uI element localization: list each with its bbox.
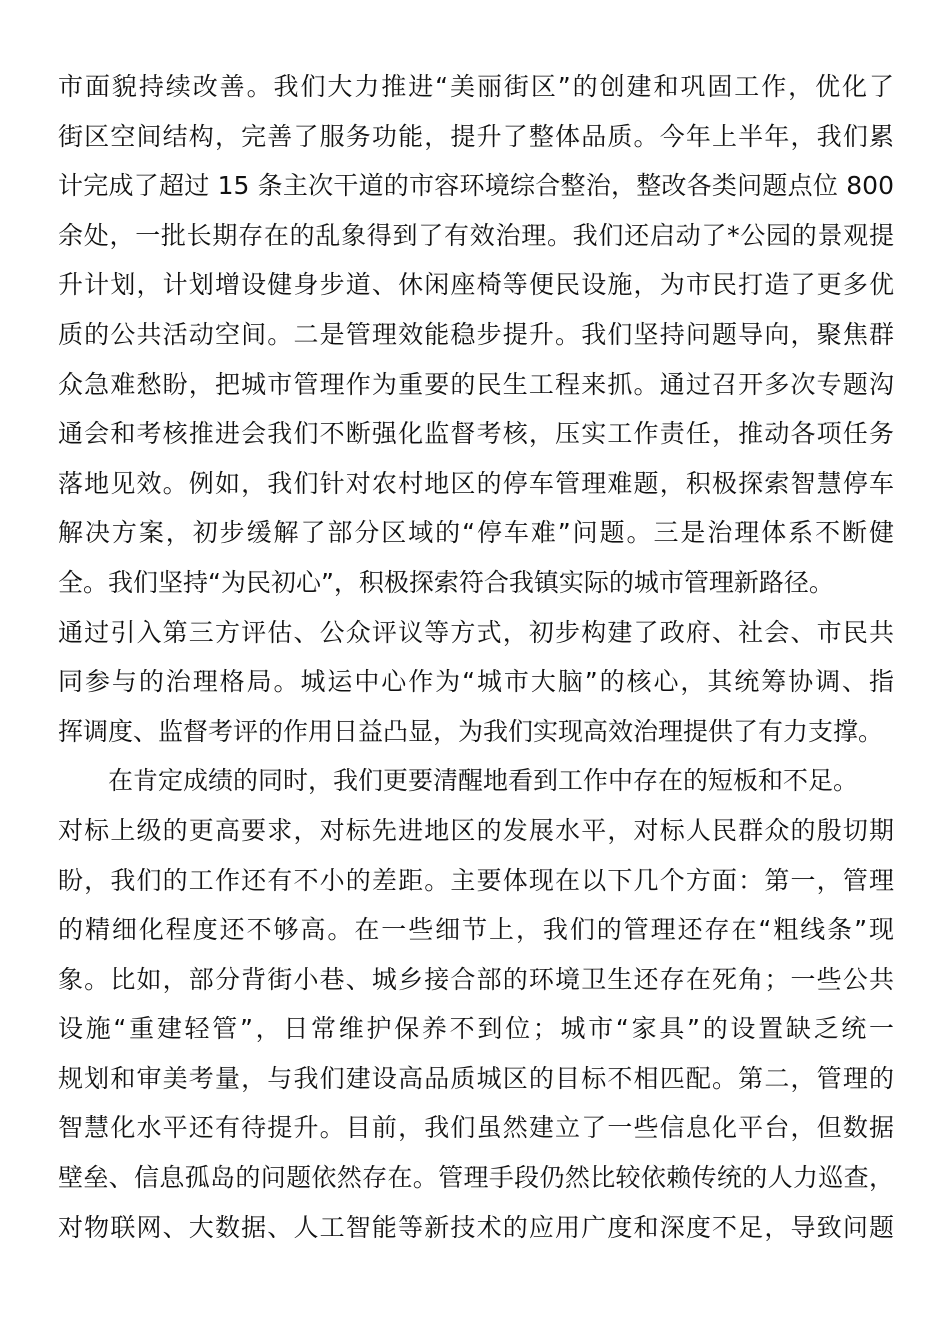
text-line: 对标上级的更高要求，对标先进地区的发展水平，对标人民群众的殷切期	[58, 815, 894, 845]
text-line: 智慧化水平还有待提升。目前，我们虽然建立了一些信息化平台，但数据	[58, 1113, 894, 1143]
paragraph-first-line: 在肯定成绩的同时，我们更要清醒地看到工作中存在的短板和不足。	[108, 766, 859, 796]
text-line: 计完成了超过 15 条主次干道的市容环境综合整治，整改各类问题点位 800	[58, 171, 894, 201]
text-line: 余处，一批长期存在的乱象得到了有效治理。我们还启动了*公园的景观提	[58, 220, 894, 250]
text-line: 街区空间结构，完善了服务功能，提升了整体品质。今年上半年，我们累	[58, 121, 894, 151]
text-line: 通会和考核推进会我们不断强化监督考核，压实工作责任，推动各项任务	[58, 419, 894, 449]
text-line: 升计划，计划增设健身步道、休闲座椅等便民设施，为市民打造了更多优	[58, 270, 894, 300]
text-line: 质的公共活动空间。二是管理效能稳步提升。我们坚持问题导向，聚焦群	[58, 319, 894, 349]
text-line: 全。我们坚持“为民初心”，积极探索符合我镇实际的城市管理新路径。	[58, 567, 834, 597]
text-line: 市面貌持续改善。我们大力推进“美丽街区”的创建和巩固工作，优化了	[58, 72, 894, 101]
text-line: 落地见效。例如，我们针对农村地区的停车管理难题，积极探索智慧停车	[58, 468, 894, 498]
body-text	[58, 62, 894, 1252]
text-line: 盼，我们的工作还有不小的差距。主要体现在以下几个方面：第一，管理	[58, 865, 894, 895]
text-line: 挥调度、监督考评的作用日益凸显，为我们实现高效治理提供了有力支撑。	[58, 716, 884, 746]
text-line: 通过引入第三方评估、公众评议等方式，初步构建了政府、社会、市民共	[58, 617, 894, 647]
text-line: 解决方案，初步缓解了部分区域的“停车难”问题。三是治理体系不断健	[58, 518, 894, 548]
text-line: 对物联网、大数据、人工智能等新技术的应用广度和深度不足，导致问题	[58, 1212, 894, 1242]
text-line: 壁垒、信息孤岛的问题依然存在。管理手段仍然比较依赖传统的人力巡查，	[58, 1163, 894, 1193]
text-line: 规划和审美考量，与我们建设高品质城区的目标不相匹配。第二，管理的	[58, 1063, 894, 1093]
text-line: 设施“重建轻管”，日常维护保养不到位；城市“家具”的设置缺乏统一	[58, 1014, 894, 1044]
text-line: 同参与的治理格局。城运中心作为“城市大脑”的核心，其统筹协调、指	[58, 667, 894, 697]
text-line: 象。比如，部分背街小巷、城乡接合部的环境卫生还存在死角；一些公共	[58, 964, 894, 994]
text-line: 的精细化程度还不够高。在一些细节上，我们的管理还存在“粗线条”现	[58, 915, 894, 945]
text-line: 众急难愁盼，把城市管理作为重要的民生工程来抓。通过召开多次专题沟	[58, 369, 894, 399]
